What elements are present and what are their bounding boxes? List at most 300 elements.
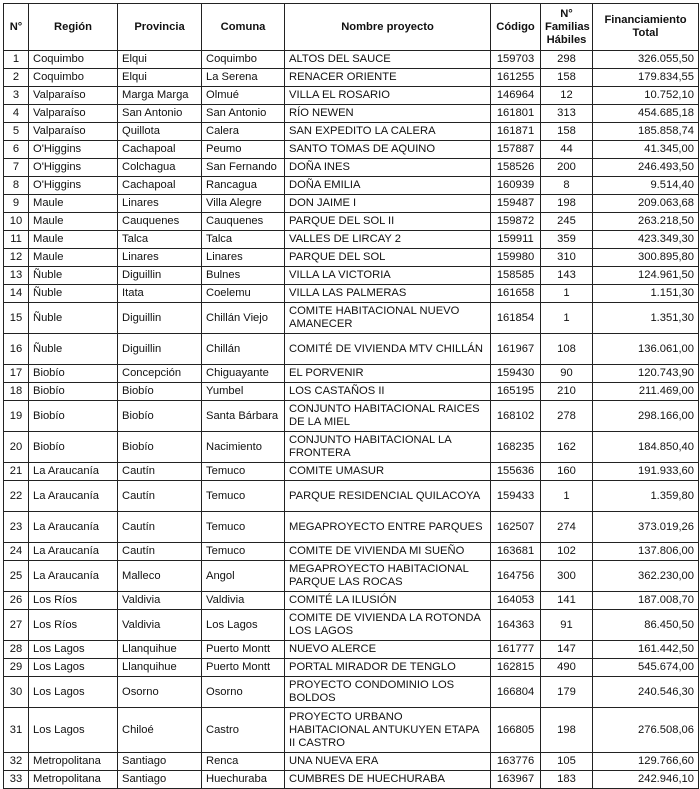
- project-name-cell: DOÑA EMILIA: [285, 177, 491, 195]
- comuna-cell: Calera: [202, 123, 285, 141]
- region-cell: Valparaíso: [29, 123, 118, 141]
- financiamiento-cell: 211.469,00: [593, 383, 699, 401]
- region-cell: Los Lagos: [29, 708, 118, 753]
- project-name-cell: NUEVO ALERCE: [285, 641, 491, 659]
- financiamiento-cell: 191.933,60: [593, 463, 699, 481]
- familias-cell: 141: [541, 592, 593, 610]
- table-row: [4, 708, 699, 753]
- project-name-cell: CONJUNTO HABITACIONAL LA FRONTERA: [285, 432, 491, 463]
- region-cell: Biobío: [29, 383, 118, 401]
- row-number: 12: [4, 249, 29, 267]
- header-familias-line1: N°: [560, 7, 573, 20]
- financiamiento-cell: 362.230,00: [593, 561, 699, 592]
- comuna-cell: Temuco: [202, 481, 285, 512]
- familias-cell: 183: [541, 771, 593, 789]
- codigo-cell: 161801: [491, 105, 541, 123]
- provincia-cell: Cauquenes: [118, 213, 202, 231]
- provincia-cell: Elqui: [118, 51, 202, 69]
- row-number: 4: [4, 105, 29, 123]
- provincia-cell: San Antonio: [118, 105, 202, 123]
- table-row: [4, 141, 699, 159]
- provincia-cell: Colchagua: [118, 159, 202, 177]
- region-cell: Ñuble: [29, 285, 118, 303]
- provincia-cell: Biobío: [118, 432, 202, 463]
- provincia-cell: Concepción: [118, 365, 202, 383]
- familias-cell: 162: [541, 432, 593, 463]
- familias-cell: 490: [541, 659, 593, 677]
- codigo-cell: 158585: [491, 267, 541, 285]
- table-row: [4, 365, 699, 383]
- familias-cell: 44: [541, 141, 593, 159]
- table-row: [4, 123, 699, 141]
- table-row: [4, 69, 699, 87]
- financiamiento-cell: 242.946,10: [593, 771, 699, 789]
- provincia-cell: Cautín: [118, 481, 202, 512]
- codigo-cell: 168235: [491, 432, 541, 463]
- region-cell: Valparaíso: [29, 87, 118, 105]
- row-number: 20: [4, 432, 29, 463]
- provincia-cell: Santiago: [118, 753, 202, 771]
- comuna-cell: Peumo: [202, 141, 285, 159]
- row-number: 31: [4, 708, 29, 753]
- financiamiento-cell: 86.450,50: [593, 610, 699, 641]
- codigo-cell: 164756: [491, 561, 541, 592]
- provincia-cell: Chiloé: [118, 708, 202, 753]
- project-name-cell: PORTAL MIRADOR DE TENGLO: [285, 659, 491, 677]
- table-row: [4, 51, 699, 69]
- region-cell: Los Lagos: [29, 677, 118, 708]
- financiamiento-cell: 137.806,00: [593, 543, 699, 561]
- financiamiento-cell: 124.961,50: [593, 267, 699, 285]
- familias-cell: 147: [541, 641, 593, 659]
- provincia-cell: Cautín: [118, 543, 202, 561]
- row-number: 11: [4, 231, 29, 249]
- table-row: [4, 249, 699, 267]
- comuna-cell: Renca: [202, 753, 285, 771]
- header-financiamiento-line1: Financiamiento: [604, 14, 687, 26]
- familias-cell: 8: [541, 177, 593, 195]
- familias-cell: 158: [541, 123, 593, 141]
- financiamiento-cell: 209.063,68: [593, 195, 699, 213]
- row-number: 5: [4, 123, 29, 141]
- provincia-cell: Diguillin: [118, 334, 202, 365]
- header-region: Región: [29, 4, 118, 51]
- codigo-cell: 166804: [491, 677, 541, 708]
- codigo-cell: 161255: [491, 69, 541, 87]
- financiamiento-cell: 120.743,90: [593, 365, 699, 383]
- table-header-row: [4, 4, 699, 51]
- project-name-cell: PROYECTO URBANO HABITACIONAL ANTUKUYEN ETAPA II CASTRO: [285, 708, 491, 753]
- provincia-cell: Malleco: [118, 561, 202, 592]
- provincia-cell: Llanquihue: [118, 659, 202, 677]
- header-comuna: Comuna: [202, 4, 285, 51]
- financiamiento-cell: 240.546,30: [593, 677, 699, 708]
- project-name-cell: COMITÉ LA ILUSIÓN: [285, 592, 491, 610]
- familias-cell: 160: [541, 463, 593, 481]
- table-row: [4, 87, 699, 105]
- comuna-cell: Olmué: [202, 87, 285, 105]
- financiamiento-cell: 373.019,26: [593, 512, 699, 543]
- region-cell: Valparaíso: [29, 105, 118, 123]
- familias-cell: 102: [541, 543, 593, 561]
- familias-cell: 91: [541, 610, 593, 641]
- project-name-cell: PARQUE DEL SOL: [285, 249, 491, 267]
- project-name-cell: VILLA EL ROSARIO: [285, 87, 491, 105]
- comuna-cell: Coelemu: [202, 285, 285, 303]
- codigo-cell: 159487: [491, 195, 541, 213]
- row-number: 8: [4, 177, 29, 195]
- familias-cell: 1: [541, 303, 593, 334]
- comuna-cell: Puerto Montt: [202, 659, 285, 677]
- region-cell: La Araucanía: [29, 463, 118, 481]
- project-name-cell: LOS CASTAÑOS II: [285, 383, 491, 401]
- financiamiento-cell: 179.834,55: [593, 69, 699, 87]
- table-body: [4, 51, 699, 789]
- row-number: 28: [4, 641, 29, 659]
- row-number: 1: [4, 51, 29, 69]
- familias-cell: 158: [541, 69, 593, 87]
- header-familias-habiles: [541, 4, 593, 51]
- table-row: [4, 753, 699, 771]
- region-cell: Biobío: [29, 401, 118, 432]
- familias-cell: 105: [541, 753, 593, 771]
- codigo-cell: 164363: [491, 610, 541, 641]
- financiamiento-cell: 10.752,10: [593, 87, 699, 105]
- codigo-cell: 159433: [491, 481, 541, 512]
- region-cell: Ñuble: [29, 334, 118, 365]
- header-nombre-proyecto: Nombre proyecto: [285, 4, 491, 51]
- comuna-cell: Coquimbo: [202, 51, 285, 69]
- project-name-cell: MEGAPROYECTO HABITACIONAL PARQUE LAS ROCAS: [285, 561, 491, 592]
- table-row: [4, 383, 699, 401]
- region-cell: O'Higgins: [29, 177, 118, 195]
- table-row: [4, 771, 699, 789]
- codigo-cell: 161967: [491, 334, 541, 365]
- header-codigo: Código: [491, 4, 541, 51]
- projects-table: [3, 3, 699, 789]
- table-row: [4, 231, 699, 249]
- codigo-cell: 162507: [491, 512, 541, 543]
- region-cell: O'Higgins: [29, 141, 118, 159]
- financiamiento-cell: 246.493,50: [593, 159, 699, 177]
- provincia-cell: Valdivia: [118, 610, 202, 641]
- familias-cell: 313: [541, 105, 593, 123]
- project-name-cell: COMITÉ DE VIVIENDA MTV CHILLÁN: [285, 334, 491, 365]
- comuna-cell: San Antonio: [202, 105, 285, 123]
- provincia-cell: Llanquihue: [118, 641, 202, 659]
- codigo-cell: 161871: [491, 123, 541, 141]
- comuna-cell: Puerto Montt: [202, 641, 285, 659]
- codigo-cell: 162815: [491, 659, 541, 677]
- region-cell: Coquimbo: [29, 69, 118, 87]
- header-financiamiento-total: [593, 4, 699, 51]
- row-number: 14: [4, 285, 29, 303]
- row-number: 3: [4, 87, 29, 105]
- familias-cell: 143: [541, 267, 593, 285]
- table-row: [4, 159, 699, 177]
- codigo-cell: 158526: [491, 159, 541, 177]
- financiamiento-cell: 326.055,50: [593, 51, 699, 69]
- table-row: [4, 481, 699, 512]
- provincia-cell: Elqui: [118, 69, 202, 87]
- project-name-cell: PROYECTO CONDOMINIO LOS BOLDOS: [285, 677, 491, 708]
- row-number: 9: [4, 195, 29, 213]
- row-number: 21: [4, 463, 29, 481]
- project-name-cell: UNA NUEVA ERA: [285, 753, 491, 771]
- provincia-cell: Cachapoal: [118, 177, 202, 195]
- row-number: 30: [4, 677, 29, 708]
- familias-cell: 1: [541, 481, 593, 512]
- project-name-cell: CUMBRES DE HUECHURABA: [285, 771, 491, 789]
- region-cell: Maule: [29, 195, 118, 213]
- codigo-cell: 159872: [491, 213, 541, 231]
- table-row: [4, 543, 699, 561]
- financiamiento-cell: 185.858,74: [593, 123, 699, 141]
- table-row: [4, 592, 699, 610]
- familias-cell: 198: [541, 708, 593, 753]
- region-cell: Maule: [29, 213, 118, 231]
- project-name-cell: CONJUNTO HABITACIONAL RAICES DE LA MIEL: [285, 401, 491, 432]
- comuna-cell: Santa Bárbara: [202, 401, 285, 432]
- provincia-cell: Cautín: [118, 463, 202, 481]
- region-cell: Maule: [29, 249, 118, 267]
- row-number: 24: [4, 543, 29, 561]
- provincia-cell: Talca: [118, 231, 202, 249]
- table-row: [4, 267, 699, 285]
- region-cell: Los Ríos: [29, 610, 118, 641]
- project-name-cell: COMITE HABITACIONAL NUEVO AMANECER: [285, 303, 491, 334]
- region-cell: O'Higgins: [29, 159, 118, 177]
- table-row: [4, 512, 699, 543]
- project-name-cell: PARQUE DEL SOL II: [285, 213, 491, 231]
- familias-cell: 278: [541, 401, 593, 432]
- project-name-cell: DON JAIME I: [285, 195, 491, 213]
- provincia-cell: Itata: [118, 285, 202, 303]
- codigo-cell: 159980: [491, 249, 541, 267]
- financiamiento-cell: 41.345,00: [593, 141, 699, 159]
- comuna-cell: La Serena: [202, 69, 285, 87]
- provincia-cell: Cautín: [118, 512, 202, 543]
- table-row: [4, 105, 699, 123]
- financiamiento-cell: 276.508,06: [593, 708, 699, 753]
- row-number: 15: [4, 303, 29, 334]
- region-cell: Metropolitana: [29, 771, 118, 789]
- codigo-cell: 165195: [491, 383, 541, 401]
- region-cell: Biobío: [29, 365, 118, 383]
- familias-cell: 200: [541, 159, 593, 177]
- row-number: 2: [4, 69, 29, 87]
- codigo-cell: 161854: [491, 303, 541, 334]
- financiamiento-cell: 1.151,30: [593, 285, 699, 303]
- project-name-cell: COMITE UMASUR: [285, 463, 491, 481]
- codigo-cell: 164053: [491, 592, 541, 610]
- codigo-cell: 159703: [491, 51, 541, 69]
- provincia-cell: Cachapoal: [118, 141, 202, 159]
- comuna-cell: Temuco: [202, 543, 285, 561]
- table-row: [4, 401, 699, 432]
- familias-cell: 274: [541, 512, 593, 543]
- codigo-cell: 146964: [491, 87, 541, 105]
- row-number: 26: [4, 592, 29, 610]
- financiamiento-cell: 187.008,70: [593, 592, 699, 610]
- familias-cell: 359: [541, 231, 593, 249]
- comuna-cell: Temuco: [202, 512, 285, 543]
- provincia-cell: Quillota: [118, 123, 202, 141]
- provincia-cell: Linares: [118, 195, 202, 213]
- provincia-cell: Osorno: [118, 677, 202, 708]
- codigo-cell: 163967: [491, 771, 541, 789]
- financiamiento-cell: 184.850,40: [593, 432, 699, 463]
- financiamiento-cell: 423.349,30: [593, 231, 699, 249]
- codigo-cell: 163681: [491, 543, 541, 561]
- table-row: [4, 641, 699, 659]
- codigo-cell: 168102: [491, 401, 541, 432]
- table-row: [4, 463, 699, 481]
- project-name-cell: RÍO NEWEN: [285, 105, 491, 123]
- row-number: 19: [4, 401, 29, 432]
- provincia-cell: Biobío: [118, 383, 202, 401]
- row-number: 6: [4, 141, 29, 159]
- header-familias-line3: Hábiles: [546, 33, 587, 46]
- region-cell: La Araucanía: [29, 512, 118, 543]
- comuna-cell: Huechuraba: [202, 771, 285, 789]
- region-cell: Los Lagos: [29, 641, 118, 659]
- comuna-cell: Nacimiento: [202, 432, 285, 463]
- comuna-cell: Chillán Viejo: [202, 303, 285, 334]
- financiamiento-cell: 454.685,18: [593, 105, 699, 123]
- row-number: 17: [4, 365, 29, 383]
- row-number: 16: [4, 334, 29, 365]
- familias-cell: 310: [541, 249, 593, 267]
- table-row: [4, 334, 699, 365]
- project-name-cell: VILLA LA VICTORIA: [285, 267, 491, 285]
- comuna-cell: San Fernando: [202, 159, 285, 177]
- region-cell: Los Lagos: [29, 659, 118, 677]
- familias-cell: 108: [541, 334, 593, 365]
- row-number: 13: [4, 267, 29, 285]
- table-row: [4, 610, 699, 641]
- row-number: 25: [4, 561, 29, 592]
- financiamiento-cell: 161.442,50: [593, 641, 699, 659]
- region-cell: Ñuble: [29, 303, 118, 334]
- row-number: 23: [4, 512, 29, 543]
- region-cell: Metropolitana: [29, 753, 118, 771]
- row-number: 22: [4, 481, 29, 512]
- comuna-cell: Chillán: [202, 334, 285, 365]
- codigo-cell: 159430: [491, 365, 541, 383]
- project-name-cell: VALLES DE LIRCAY 2: [285, 231, 491, 249]
- project-name-cell: SANTO TOMAS DE AQUINO: [285, 141, 491, 159]
- provincia-cell: Valdivia: [118, 592, 202, 610]
- comuna-cell: Bulnes: [202, 267, 285, 285]
- project-name-cell: RENACER ORIENTE: [285, 69, 491, 87]
- familias-cell: 12: [541, 87, 593, 105]
- codigo-cell: 161777: [491, 641, 541, 659]
- provincia-cell: Biobío: [118, 401, 202, 432]
- familias-cell: 1: [541, 285, 593, 303]
- comuna-cell: Osorno: [202, 677, 285, 708]
- familias-cell: 198: [541, 195, 593, 213]
- financiamiento-cell: 300.895,80: [593, 249, 699, 267]
- region-cell: Ñuble: [29, 267, 118, 285]
- financiamiento-cell: 298.166,00: [593, 401, 699, 432]
- comuna-cell: Los Lagos: [202, 610, 285, 641]
- table-row: [4, 177, 699, 195]
- row-number: 29: [4, 659, 29, 677]
- region-cell: Maule: [29, 231, 118, 249]
- table-row: [4, 659, 699, 677]
- provincia-cell: Linares: [118, 249, 202, 267]
- region-cell: Biobío: [29, 432, 118, 463]
- codigo-cell: 161658: [491, 285, 541, 303]
- provincia-cell: Diguillin: [118, 303, 202, 334]
- region-cell: La Araucanía: [29, 561, 118, 592]
- familias-cell: 300: [541, 561, 593, 592]
- region-cell: Coquimbo: [29, 51, 118, 69]
- row-number: 18: [4, 383, 29, 401]
- header-provincia: Provincia: [118, 4, 202, 51]
- project-name-cell: MEGAPROYECTO ENTRE PARQUES: [285, 512, 491, 543]
- row-number: 32: [4, 753, 29, 771]
- financiamiento-cell: 129.766,60: [593, 753, 699, 771]
- familias-cell: 298: [541, 51, 593, 69]
- comuna-cell: Chiguayante: [202, 365, 285, 383]
- project-name-cell: DOÑA INES: [285, 159, 491, 177]
- region-cell: La Araucanía: [29, 481, 118, 512]
- region-cell: Los Ríos: [29, 592, 118, 610]
- provincia-cell: Diguillin: [118, 267, 202, 285]
- row-number: 27: [4, 610, 29, 641]
- region-cell: La Araucanía: [29, 543, 118, 561]
- codigo-cell: 160939: [491, 177, 541, 195]
- table-row: [4, 561, 699, 592]
- familias-cell: 90: [541, 365, 593, 383]
- row-number: 7: [4, 159, 29, 177]
- header-n: N°: [4, 4, 29, 51]
- comuna-cell: Villa Alegre: [202, 195, 285, 213]
- project-name-cell: VILLA LAS PALMERAS: [285, 285, 491, 303]
- table-row: [4, 213, 699, 231]
- comuna-cell: Linares: [202, 249, 285, 267]
- financiamiento-cell: 263.218,50: [593, 213, 699, 231]
- financiamiento-cell: 1.351,30: [593, 303, 699, 334]
- financiamiento-cell: 136.061,00: [593, 334, 699, 365]
- table-row: [4, 285, 699, 303]
- table-row: [4, 195, 699, 213]
- codigo-cell: 157887: [491, 141, 541, 159]
- comuna-cell: Yumbel: [202, 383, 285, 401]
- financiamiento-cell: 545.674,00: [593, 659, 699, 677]
- project-name-cell: EL PORVENIR: [285, 365, 491, 383]
- header-financiamiento-line2: Total: [632, 27, 659, 39]
- codigo-cell: 166805: [491, 708, 541, 753]
- codigo-cell: 163776: [491, 753, 541, 771]
- comuna-cell: Cauquenes: [202, 213, 285, 231]
- project-name-cell: ALTOS DEL SAUCE: [285, 51, 491, 69]
- comuna-cell: Angol: [202, 561, 285, 592]
- familias-cell: 179: [541, 677, 593, 708]
- project-name-cell: COMITE DE VIVIENDA LA ROTONDA LOS LAGOS: [285, 610, 491, 641]
- comuna-cell: Castro: [202, 708, 285, 753]
- header-familias-line2: Familias: [545, 20, 590, 33]
- comuna-cell: Temuco: [202, 463, 285, 481]
- comuna-cell: Talca: [202, 231, 285, 249]
- provincia-cell: Santiago: [118, 771, 202, 789]
- table-row: [4, 303, 699, 334]
- table-row: [4, 432, 699, 463]
- familias-cell: 245: [541, 213, 593, 231]
- table-row: [4, 677, 699, 708]
